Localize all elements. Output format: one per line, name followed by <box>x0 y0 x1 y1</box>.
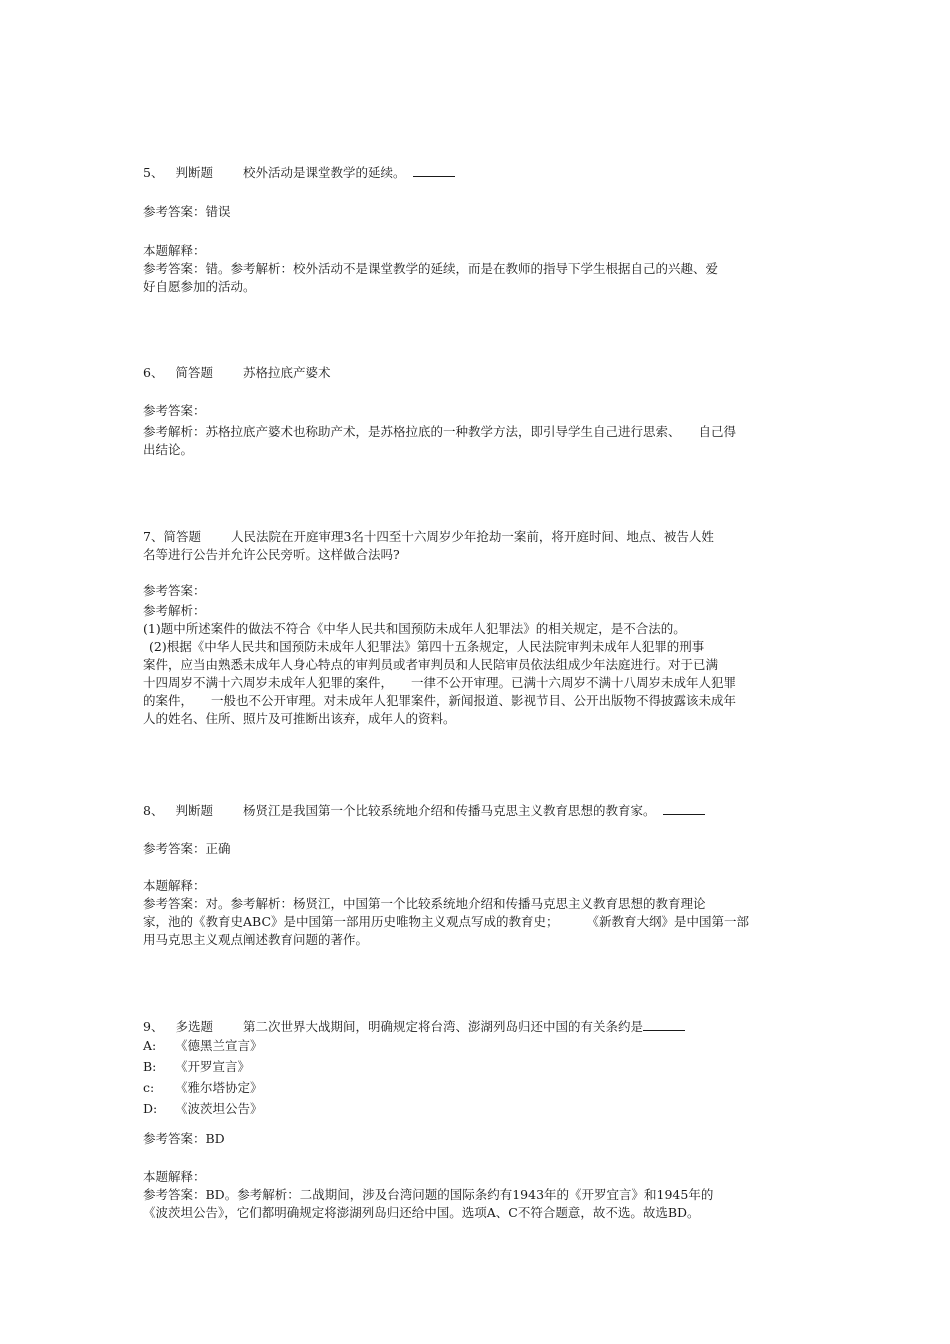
q7-explanation <box>143 602 803 728</box>
q5-answer: 参考答案：错误 <box>143 204 231 219</box>
q9-option-text: 《雅尔塔协定》 <box>175 1080 263 1095</box>
q5-explanation <box>143 242 803 296</box>
q5-stem: 校外活动是课堂教学的延续。 <box>242 165 406 180</box>
q6-explanation <box>143 423 803 459</box>
q9-option-letter: B: <box>143 1059 157 1074</box>
q9-stem: 第二次世界大战期间，明确规定将台湾、澎湖列岛归还中国的有关条约是 <box>242 1019 643 1034</box>
q8-type: 判断题 <box>175 803 213 818</box>
q8-stem-line <box>143 802 803 820</box>
q5-stem-line <box>143 164 803 182</box>
q6-expl-line-1b: 自己得 <box>698 424 737 439</box>
q9-expl-line-1: 参考答案：BD。参考解析：二战期间，涉及台湾问题的国际条约有1943年的《开罗宜言》和1945年的 <box>143 1187 714 1202</box>
q9-option-letter: A: <box>143 1038 157 1053</box>
q9-option-text: 《波茨坦公告》 <box>175 1101 263 1116</box>
q6-stem: 苏格拉底产婆术 <box>242 365 331 380</box>
q9-type: 多选题 <box>175 1019 213 1034</box>
q7-expl-line-1: (1)题中所述案件的做法不符合《中华人民共和国预防未成年人犯罪法》的相关规定，是不合法的。 <box>143 621 686 636</box>
q6-stem-line <box>143 364 803 382</box>
q8-stem: 杨贤江是我国第一个比较系统地介绍和传播马克思主义教育思想的教育家。 <box>242 803 656 818</box>
q5-answer-blank <box>413 168 455 177</box>
q7-expl-line-4b: 一律不公开审理。已满十六周岁不满十八周岁未成年人犯罪 <box>411 675 737 690</box>
q8-expl-line-2a: 家，池的《教育史ABC》是中国第一部用历史唯物主义观点写成的教育史； <box>143 914 559 929</box>
q8-expl-line-1: 参考答案：对。参考解析：杨贤江，中国第一个比较系统地介绍和传播马克思主义教育思想的教育理论 <box>143 896 706 911</box>
q9-expl-line-2: 《波茨坦公告》，它们都明确规定将澎湖列岛归还给中国。选项A、C不符合题意，故不选。故选BD。 <box>143 1205 700 1220</box>
q9-number: 9、 <box>143 1019 164 1034</box>
q6-number: 6、 <box>143 365 164 380</box>
q7-expl-line-5b: 一般也不公开审理。对未成年人犯罪案件，新闻报道、影视节目、公开出版物不得披露该未成年 <box>211 693 737 708</box>
q9-answer: 参考答案：BD <box>143 1131 225 1146</box>
q9-option-c <box>143 1079 803 1097</box>
q8-number: 8、 <box>143 803 164 818</box>
q9-expl-label: 本题解释： <box>143 1169 206 1184</box>
q8-explanation <box>143 877 803 949</box>
q9-option-a <box>143 1037 803 1055</box>
q5-number: 5、 <box>143 165 164 180</box>
q5-type: 判断题 <box>175 165 213 180</box>
q9-option-letter: D: <box>143 1101 158 1116</box>
q9-options <box>143 1037 803 1118</box>
q7-expl-line-3: 案件，应当由熟悉未成年人身心特点的审判员或者审判员和人民陪审员依法组成少年法庭进行。对于已满 <box>143 657 719 672</box>
q5-expl-line-1: 参考答案：错。参考解析：校外活动不是课堂教学的延续，而是在教师的指导下学生根据自己的兴趣、爱 <box>143 261 719 276</box>
q6-expl-line-2: 出结论。 <box>143 442 194 457</box>
q9-stem-line <box>143 1018 803 1036</box>
q9-option-text: 《开罗宣言》 <box>175 1059 251 1074</box>
q8-answer-blank <box>663 806 705 815</box>
q5-expl-line-2: 好自愿参加的活动。 <box>143 279 256 294</box>
q8-expl-label: 本题解释： <box>143 878 206 893</box>
q6-expl-line-1a: 参考解析：苏格拉底产婆术也称助产术，是苏格拉底的一种教学方法，即引导学生自己进行思索、 <box>143 424 681 439</box>
q9-option-text: 《德黑兰宣言》 <box>175 1038 263 1053</box>
q9-option-d <box>143 1100 803 1118</box>
q7-answer: 参考答案： <box>143 583 206 598</box>
q7-expl-line-6: 人的姓名、住所、照片及可推断出该弃，成年人的资料。 <box>143 711 456 726</box>
q9-explanation <box>143 1168 803 1222</box>
q7-stem-line-1: 人民法院在开庭审理3名十四至十六周岁少年抢劫一案前，将开庭时间、地点、被告人姓 <box>230 529 714 544</box>
q8-answer: 参考答案：正确 <box>143 841 231 856</box>
q7-expl-line-2: (2)根据《中华人民共和国预防未成年人犯罪法》第四十五条规定，人民法院审判未成年人犯罪的刑事 <box>149 639 705 654</box>
q7-expl-label: 参考解析： <box>143 603 206 618</box>
q8-expl-line-2b: 《新教育大纲》是中国第一部 <box>586 914 750 929</box>
q7-expl-line-4a: 十四周岁不满十六周岁未成年人犯罪的案件， <box>143 675 394 690</box>
q7-stem-line-2: 名等进行公告并允许公民旁听。这样做合法吗? <box>143 547 400 562</box>
q5-expl-label: 本题解释： <box>143 243 206 258</box>
q9-option-letter: c: <box>143 1080 155 1095</box>
q7-expl-line-5a: 的案件， <box>143 693 194 708</box>
q7-stem <box>143 528 803 564</box>
q6-answer: 参考答案： <box>143 403 206 418</box>
q7-number-type: 7、简答题 <box>143 529 201 544</box>
q6-type: 简答题 <box>175 365 213 380</box>
q9-option-b <box>143 1058 803 1076</box>
q8-expl-line-3: 用马克思主义观点阐述教育问题的著作。 <box>143 932 369 947</box>
q9-answer-blank <box>643 1022 685 1031</box>
